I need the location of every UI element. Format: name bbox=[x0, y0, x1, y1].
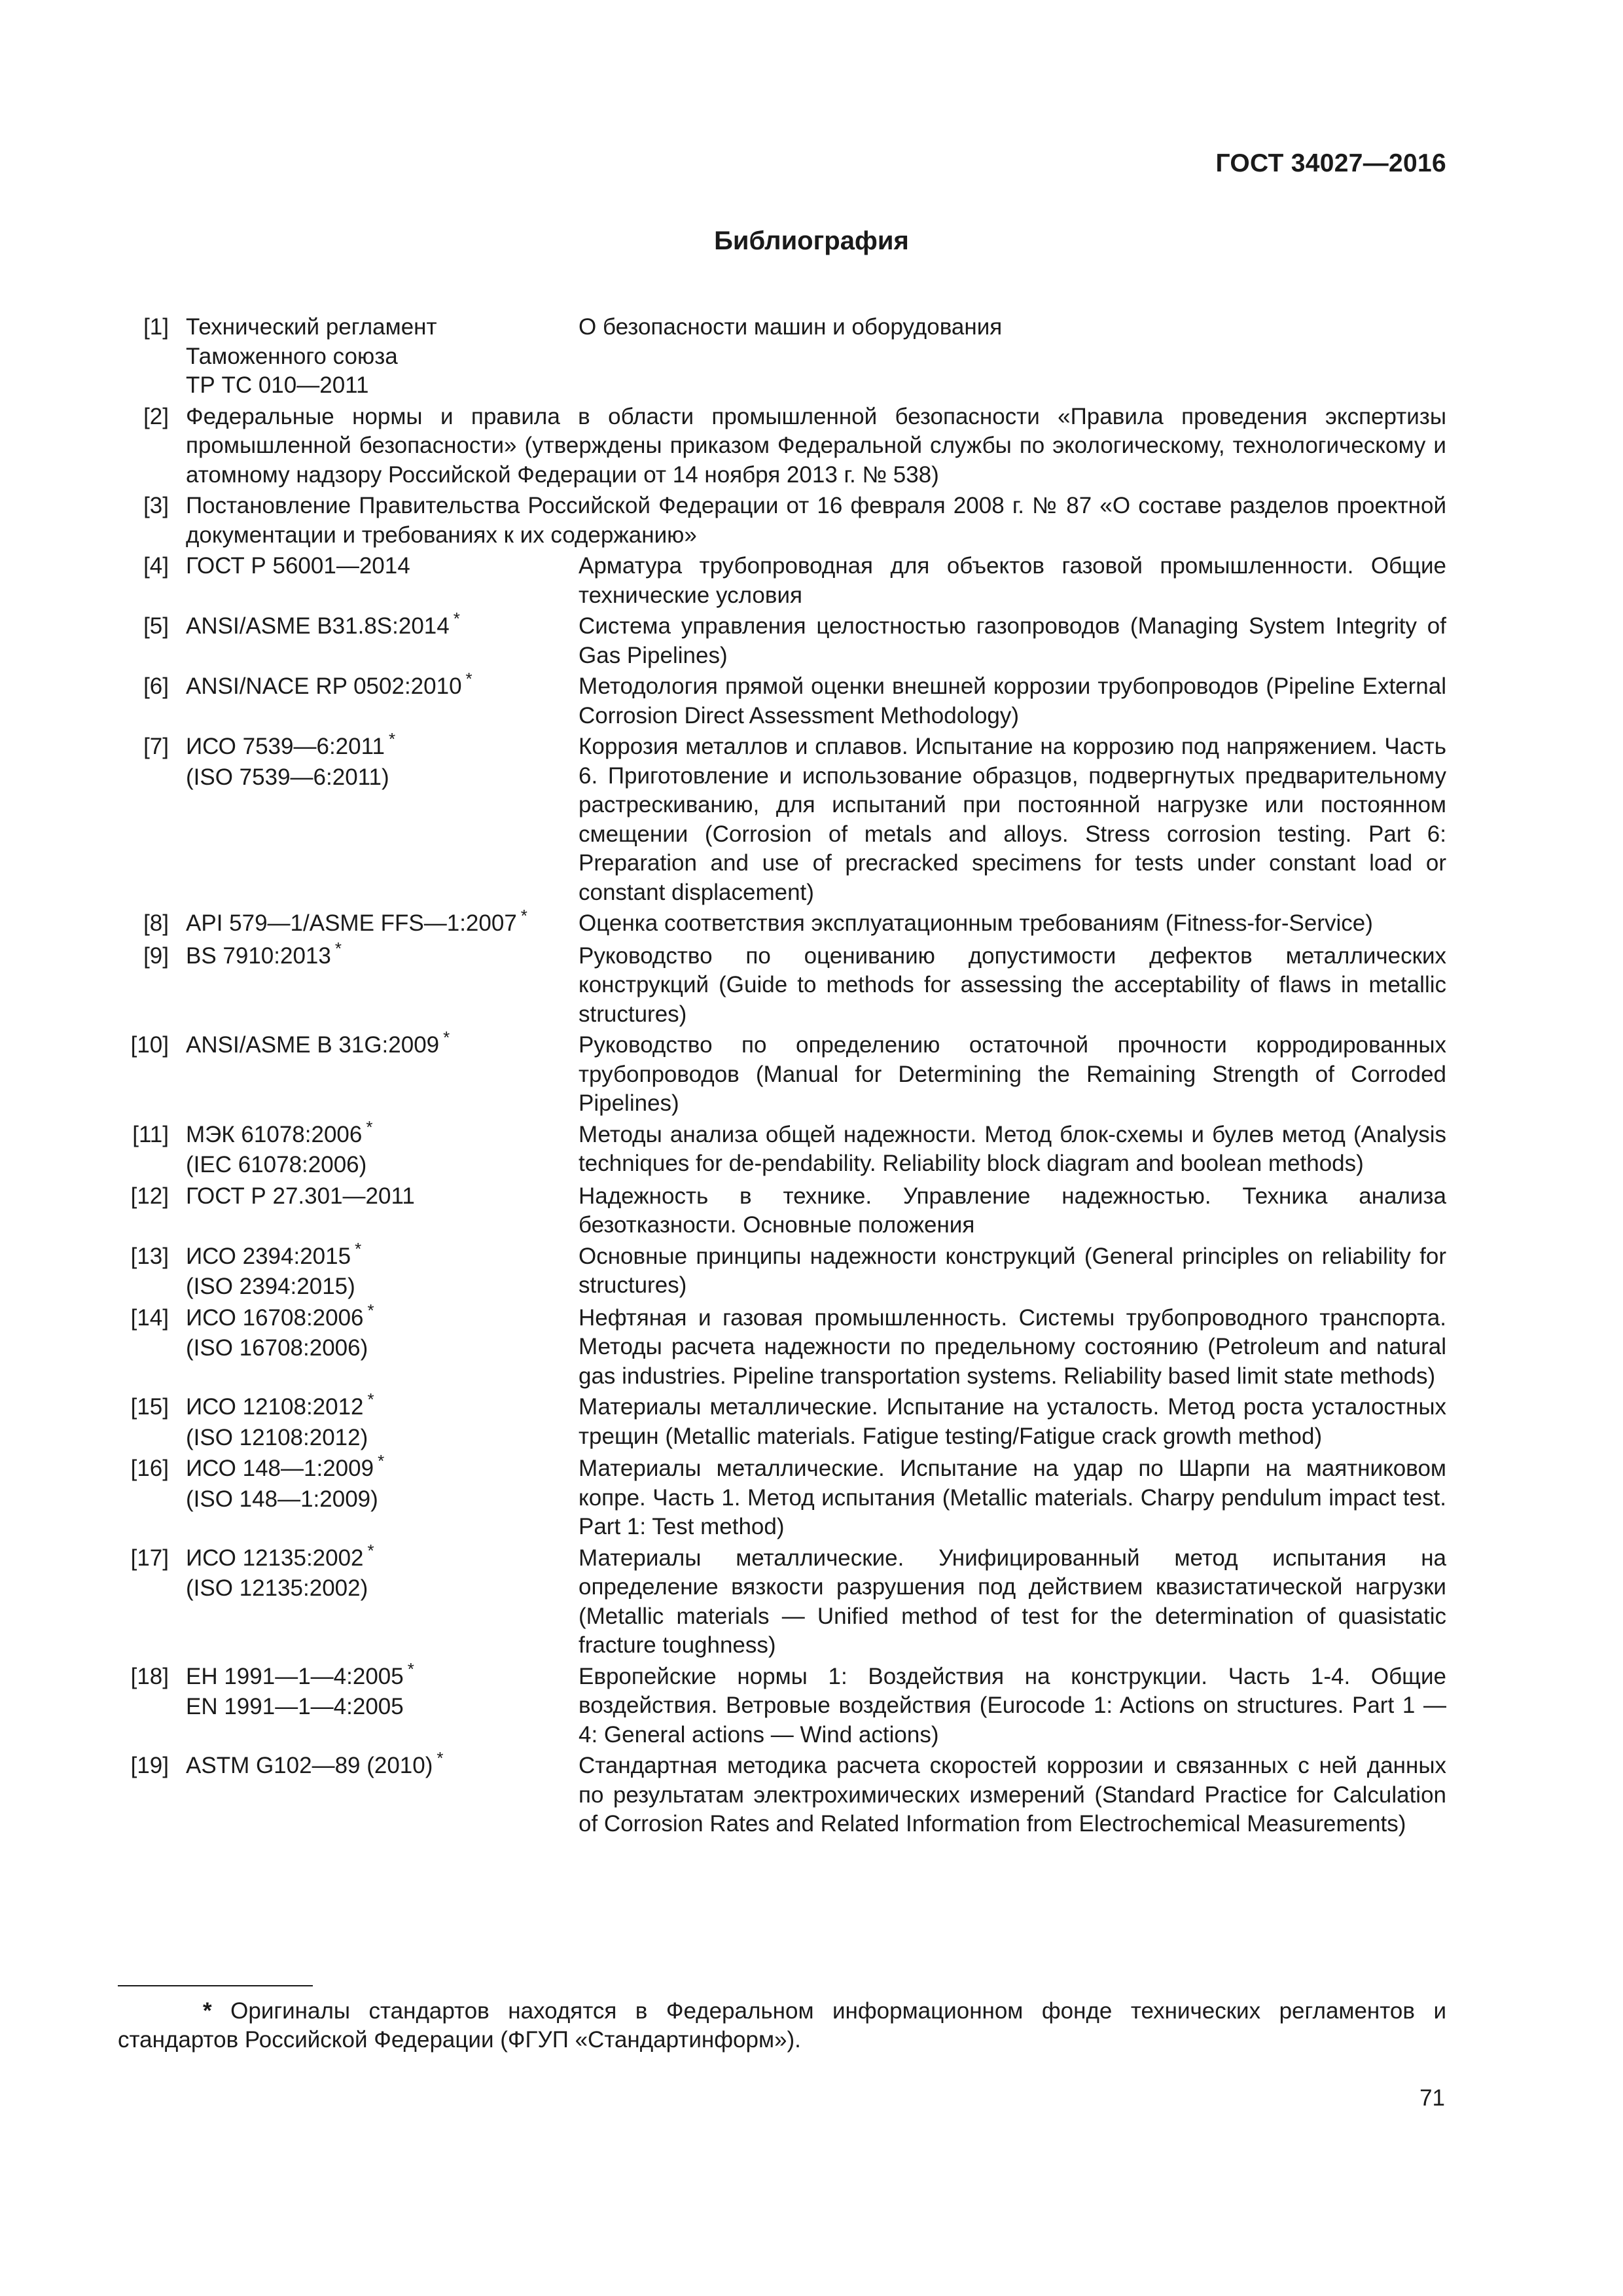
designation-line bbox=[186, 1659, 568, 1693]
designation-line bbox=[186, 609, 568, 643]
designation-text: ANSI/NACE RP 0502:2010 bbox=[186, 673, 462, 699]
bibliography-entry bbox=[118, 552, 1446, 610]
entry-description: Надежность в технике. Управление надежностью. Техника анализа безотказности. Основные положения bbox=[579, 1183, 1446, 1238]
designation-line bbox=[186, 1238, 568, 1273]
entry-designation bbox=[186, 552, 579, 581]
designation-text: (IEC 61078:2006) bbox=[186, 1152, 367, 1177]
designation-line bbox=[186, 1424, 568, 1453]
footnote-asterisk: * bbox=[407, 1659, 414, 1679]
bibliography-entry bbox=[118, 403, 1446, 490]
designation-text: ИСО 12135:2002 bbox=[186, 1545, 364, 1571]
designation-line bbox=[186, 1334, 568, 1363]
designation-text: ГОСТ Р 27.301—2011 bbox=[186, 1183, 415, 1209]
footnote bbox=[118, 1997, 1446, 2054]
footnote-asterisk: * bbox=[465, 669, 473, 689]
entry-number: [4] bbox=[143, 553, 169, 579]
bibliography-entry bbox=[118, 1748, 1446, 1839]
entry-number: [14] bbox=[130, 1304, 169, 1331]
bibliography-entry bbox=[118, 1238, 1446, 1302]
designation-text: (ISO 7539—6:2011) bbox=[186, 764, 389, 790]
entry-number: [5] bbox=[143, 613, 169, 639]
entry-designation bbox=[186, 938, 579, 973]
bibliography-entry bbox=[118, 1117, 1446, 1180]
bibliography-entry bbox=[118, 906, 1446, 940]
footnote-asterisk: * bbox=[520, 906, 527, 925]
document-code: ГОСТ 34027—2016 bbox=[1215, 149, 1446, 177]
designation-line bbox=[186, 938, 568, 973]
bibliography-entry bbox=[118, 609, 1446, 670]
designation-line bbox=[186, 342, 568, 372]
designation-text: (ISO 2394:2015) bbox=[186, 1274, 355, 1299]
designation-line bbox=[186, 1451, 568, 1485]
entry-number: [8] bbox=[143, 910, 169, 936]
entry-description: Материалы металлические. Унифицированный метод испытания на определение вязкости разрушения под действием квазистатической нагрузки (Metallic materials — Unified method of test for the determination of quasistatic fracture toughness) bbox=[579, 1545, 1446, 1658]
entry-designation bbox=[186, 609, 579, 643]
entry-number: [2] bbox=[143, 403, 169, 429]
entry-number: [12] bbox=[130, 1183, 169, 1209]
designation-line bbox=[186, 1117, 568, 1151]
designation-line bbox=[186, 1390, 568, 1424]
footnote-asterisk: * bbox=[367, 1300, 374, 1320]
entry-description: Материалы металлические. Испытание на удар по Шарпи на маятниковом копре. Часть 1. Метод испытания (Metallic materials. Charpy pendulum impact test. Part 1: Test method) bbox=[579, 1456, 1446, 1539]
designation-text: EN 1991—1—4:2005 bbox=[186, 1694, 404, 1719]
bibliography-entry bbox=[118, 1182, 1446, 1240]
designation-text: ИСО 7539—6:2011 bbox=[186, 734, 385, 759]
entry-description: О безопасности машин и оборудования bbox=[579, 314, 1003, 340]
footnote-asterisk: * bbox=[443, 1028, 450, 1047]
designation-text: ASTM G102—89 (2010) bbox=[186, 1753, 433, 1778]
bibliography-entry bbox=[118, 313, 1446, 401]
entry-description: Европейские нормы 1: Воздействия на конструкции. Часть 1-4. Общие воздействия. Ветровые воздействия (Eurocode 1: Actions on structures. Part 1 — 4: General actions — Wind actions) bbox=[579, 1663, 1446, 1748]
designation-text: ИСО 16708:2006 bbox=[186, 1304, 364, 1331]
designation-text: Технический регламент bbox=[186, 314, 437, 340]
designation-text: (ISO 148—1:2009) bbox=[186, 1486, 378, 1512]
designation-line bbox=[186, 1693, 568, 1722]
designation-text: API 579—1/ASME FFS—1:2007 bbox=[186, 910, 517, 936]
bibliography-entry bbox=[118, 492, 1446, 550]
designation-text: ИСО 2394:2015 bbox=[186, 1243, 351, 1269]
entry-number: [15] bbox=[130, 1394, 169, 1420]
entry-number: [7] bbox=[143, 734, 169, 759]
entry-designation bbox=[186, 1238, 579, 1302]
footnote-asterisk: * bbox=[334, 938, 342, 958]
designation-text: ЕН 1991—1—4:2005 bbox=[186, 1663, 404, 1689]
entry-description: Нефтяная и газовая промышленность. Системы трубопроводного транспорта. Методы расчета надежности по предельному состоянию (Petroleum and natural gas industries. Pipeline transportation systems. Reliability based limit state methods) bbox=[579, 1304, 1446, 1389]
entry-description: Руководство по оцениванию допустимости дефектов металлических конструкций (Guide to methods for assessing the acceptability of flaws in metallic structures) bbox=[579, 942, 1446, 1027]
entry-description: Стандартная методика расчета скоростей коррозии и связанных с ней данных по результатам электрохимических измерений (Standard Practice for Calculation of Corrosion Rates and Related Information from Electrochemical Measurements) bbox=[579, 1753, 1446, 1837]
entry-number: [16] bbox=[130, 1456, 169, 1481]
entry-designation bbox=[186, 1659, 579, 1722]
designation-line bbox=[186, 1028, 568, 1062]
designation-line bbox=[186, 763, 568, 793]
bibliography-entry bbox=[118, 1390, 1446, 1452]
designation-line bbox=[186, 1574, 568, 1604]
entry-number: [1] bbox=[143, 314, 169, 340]
bibliography-entry bbox=[118, 1540, 1446, 1660]
designation-line bbox=[186, 1151, 568, 1180]
entry-designation bbox=[186, 669, 579, 703]
entry-designation bbox=[186, 1182, 579, 1211]
entry-designation bbox=[186, 1117, 579, 1180]
entry-number: [6] bbox=[143, 673, 169, 699]
entry-description: Материалы металлические. Испытание на усталость. Метод роста усталостных трещин (Metallic materials. Fatigue testing/Fatigue crack growth method) bbox=[579, 1394, 1446, 1449]
entry-number: [11] bbox=[132, 1121, 169, 1147]
footnote-asterisk: * bbox=[378, 1451, 385, 1471]
designation-text: МЭК 61078:2006 bbox=[186, 1121, 363, 1147]
designation-line bbox=[186, 729, 568, 763]
entry-description: Коррозия металлов и сплавов. Испытание на коррозию под напряжением. Часть 6. Приготовление и использование образцов, подвергнутых предварительному растрескиванию, для испытаний при постоянной нагрузке или постоянном смещении (Corrosion of metals and alloys. Stress corrosion testing. Part 6: Preparation and use of precracked specimens for tests under constant load or constant displacement) bbox=[579, 734, 1446, 905]
designation-line bbox=[186, 1182, 568, 1211]
footnote-asterisk: * bbox=[367, 1540, 374, 1560]
designation-text: ANSI/ASME B31.8S:2014 bbox=[186, 613, 450, 639]
designation-line bbox=[186, 1748, 568, 1782]
footnote-asterisk: * bbox=[437, 1748, 444, 1768]
page-number: 71 bbox=[1419, 2085, 1445, 2111]
entry-full-text: Федеральные нормы и правила в области промышленной безопасности «Правила проведения экспертизы промышленной безопасности» (утверждены приказом Федеральной службы по экологическому, технологическому и атомному надзору Российской Федерации от 14 ноября 2013 г. № 538) bbox=[186, 403, 1446, 488]
footnote-asterisk: * bbox=[355, 1238, 362, 1259]
designation-line bbox=[186, 1272, 568, 1302]
designation-line bbox=[186, 313, 568, 342]
entry-number: [19] bbox=[130, 1753, 169, 1778]
footnote-asterisk: * bbox=[453, 609, 460, 628]
entry-description: Методы анализа общей надежности. Метод блок-схемы и булев метод (Analysis techniques for de-pendability. Reliability block diagram and boolean methods) bbox=[579, 1121, 1446, 1176]
designation-text: ТР ТС 010—2011 bbox=[186, 372, 369, 398]
entry-full-text: Постановление Правительства Российской Федерации от 16 февраля 2008 г. № 87 «О составе разделов проектной документации и требованиях к их содержанию» bbox=[186, 493, 1446, 548]
entry-designation bbox=[186, 729, 579, 792]
bibliography-entry bbox=[118, 1451, 1446, 1542]
designation-line bbox=[186, 906, 568, 940]
designation-line bbox=[186, 552, 568, 581]
designation-line bbox=[186, 1540, 568, 1575]
entry-designation bbox=[186, 1028, 579, 1062]
bibliography-entry bbox=[118, 729, 1446, 907]
entry-description: Арматура трубопроводная для объектов газовой промышленности. Общие технические условия bbox=[579, 553, 1446, 608]
page-title: Библиография bbox=[714, 226, 909, 255]
designation-line bbox=[186, 669, 568, 703]
designation-text: ANSI/ASME B 31G:2009 bbox=[186, 1032, 440, 1058]
designation-text: (ISO 12135:2002) bbox=[186, 1575, 368, 1601]
entry-designation bbox=[186, 1300, 579, 1363]
entry-designation bbox=[186, 906, 579, 940]
footnote-mark: * bbox=[203, 1998, 212, 2024]
footnote-divider bbox=[118, 1985, 313, 1986]
entry-description: Методология прямой оценки внешней коррозии трубопроводов (Pipeline External Corrosion Direct Assessment Methodology) bbox=[579, 673, 1446, 728]
entry-designation bbox=[186, 1451, 579, 1514]
entry-number: [3] bbox=[143, 493, 169, 518]
entry-number: [10] bbox=[130, 1032, 169, 1058]
footnote-asterisk: * bbox=[366, 1117, 373, 1137]
bibliography-entry bbox=[118, 938, 1446, 1030]
designation-text: ИСО 148—1:2009 bbox=[186, 1456, 374, 1481]
footnote-asterisk: * bbox=[367, 1390, 374, 1409]
bibliography-entry bbox=[118, 1300, 1446, 1391]
designation-text: ИСО 12108:2012 bbox=[186, 1394, 364, 1420]
designation-text: ГОСТ Р 56001—2014 bbox=[186, 553, 410, 579]
footnote-asterisk: * bbox=[388, 729, 396, 749]
bibliography-entry bbox=[118, 1028, 1446, 1119]
entry-description: Оценка соответствия эксплуатационным требованиям (Fitness-for-Service) bbox=[579, 910, 1373, 936]
entry-designation bbox=[186, 1390, 579, 1452]
designation-line bbox=[186, 371, 568, 401]
entry-number: [9] bbox=[143, 942, 169, 969]
entry-designation bbox=[186, 1540, 579, 1604]
designation-line bbox=[186, 1300, 568, 1335]
entry-number: [13] bbox=[130, 1243, 169, 1269]
designation-line bbox=[186, 1485, 568, 1515]
bibliography-entry bbox=[118, 1659, 1446, 1750]
entry-designation bbox=[186, 313, 579, 401]
bibliography-list bbox=[118, 313, 1446, 1841]
footnote-text: Оригиналы стандартов находятся в Федеральном информационном фонде технических регламентов и стандартов Российской Федерации (ФГУП «Стандартинформ»). bbox=[118, 1998, 1446, 2053]
entry-number: [18] bbox=[130, 1663, 169, 1689]
designation-text: Таможенного союза bbox=[186, 343, 398, 369]
designation-text: (ISO 16708:2006) bbox=[186, 1335, 368, 1361]
entry-description: Основные принципы надежности конструкций (General principles on reliability for structures) bbox=[579, 1243, 1446, 1298]
entry-number: [17] bbox=[130, 1545, 169, 1571]
bibliography-entry bbox=[118, 669, 1446, 730]
designation-text: BS 7910:2013 bbox=[186, 942, 331, 969]
entry-description: Система управления целостностью газопроводов (Managing System Integrity of Gas Pipelines) bbox=[579, 613, 1446, 668]
entry-description: Руководство по определению остаточной прочности корродированных трубопроводов (Manual for Determining the Remaining Strength of Corroded Pipelines) bbox=[579, 1032, 1446, 1116]
entry-designation bbox=[186, 1748, 579, 1782]
designation-text: (ISO 12108:2012) bbox=[186, 1424, 368, 1450]
